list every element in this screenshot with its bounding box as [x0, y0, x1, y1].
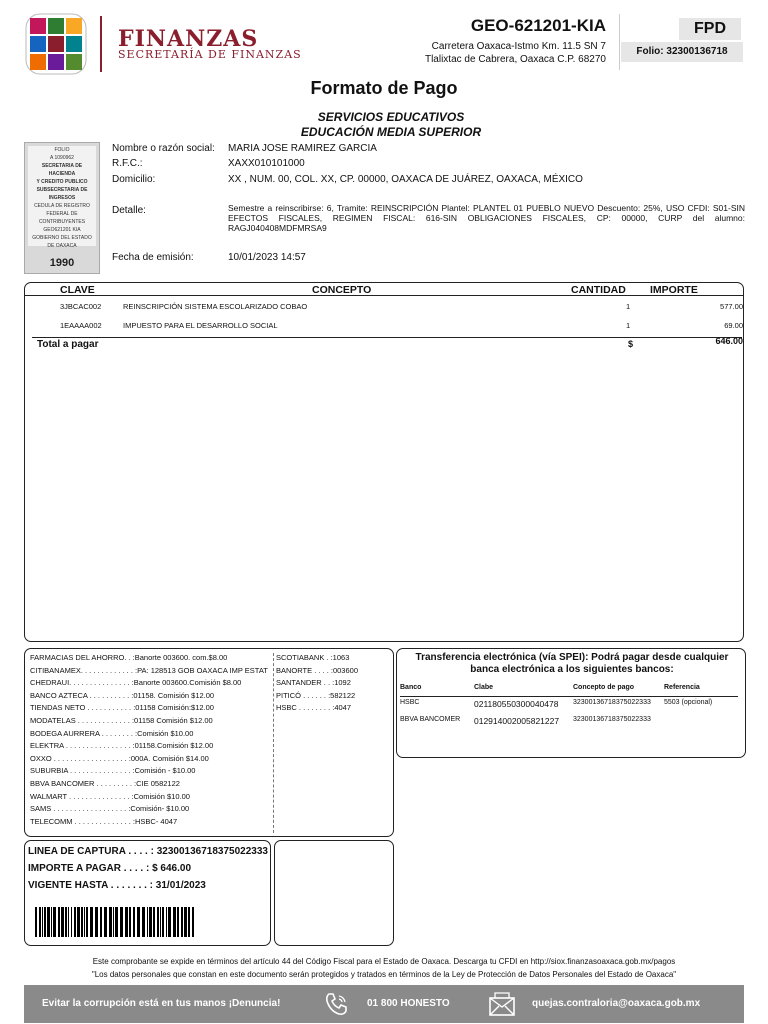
barcode-bar: [133, 907, 135, 937]
bank-row: SANTANDER . . :1092: [276, 678, 351, 688]
address-label: Domicilio:: [112, 174, 156, 185]
spei-header-rule: [400, 696, 738, 697]
store-row: TELECOMM . . . . . . . . . . . . . . :HSBC- 4047: [30, 816, 178, 826]
stamp-line: CEDULA DE REGISTRO: [34, 203, 90, 209]
barcode-bar: [120, 907, 123, 937]
barcode-bar: [61, 907, 64, 937]
barcode-bar: [58, 907, 60, 937]
barcode-image: [35, 907, 195, 937]
stamp-line: SUBSECRETARIA DE INGRESOS: [36, 187, 88, 201]
barcode-bar: [115, 907, 118, 937]
spei-title: Transferencia electrónica (vía SPEI): Podrá pagar desde cualquier banca electrónica a los siguientes bancos:: [415, 652, 729, 675]
detail-label: Detalle:: [112, 205, 146, 216]
store-row: BANCO AZTECA . . . . . . . . . . :01158. Comisión $12.00: [30, 690, 215, 700]
total-rule: [32, 337, 742, 338]
barcode-bar: [173, 907, 176, 937]
doc-type-badge: FPD: [679, 18, 741, 40]
rfc-stamp-image: [24, 142, 100, 274]
store-row: SAMS . . . . . . . . . . . . . . . . . . :Comisión- $10.00: [30, 804, 190, 814]
page-title: Formato de Pago: [310, 78, 458, 98]
barcode-bar: [47, 907, 50, 937]
blank-box: [274, 840, 394, 946]
row2-importe: 69.00: [724, 321, 743, 330]
capture-line: LINEA DE CAPTURA . . . . : 32300136718375022333: [28, 846, 268, 857]
spei-col-clabe: Clabe: [474, 684, 494, 691]
barcode-bar: [181, 907, 183, 937]
total-value: 646.00: [715, 336, 743, 346]
amount-to-pay: IMPORTE A PAGAR . . . . : $ 646.00: [28, 863, 192, 874]
barcode-bar: [157, 907, 159, 937]
row2-concepto: IMPUESTO PARA EL DESARROLLO SOCIAL: [123, 321, 278, 330]
col-cantidad: CANTIDAD: [571, 284, 626, 296]
row1-importe: 577.00: [720, 302, 743, 311]
stamp-line: GOBIERNO DEL ESTADO: [32, 235, 92, 241]
brand-subtitle: SECRETARÍA DE FINANZAS: [118, 48, 302, 61]
bank-row: PITICÓ . . . . . . :582122: [276, 690, 356, 700]
footer-email[interactable]: quejas.contraloria@oaxaca.gob.mx: [532, 998, 701, 1009]
barcode-bar: [35, 907, 37, 937]
store-row: BODEGA AURRERA . . . . . . . . :Comisión $10.00: [30, 728, 194, 738]
barcode-bar: [160, 907, 161, 937]
barcode-bar: [137, 907, 140, 937]
row2-clave: 1EAAAA002: [60, 321, 102, 330]
stamp-line: SECRETARIA DE HACIENDA: [41, 163, 83, 177]
store-row: CHEDRAUI. . . . . . . . . . . . . . . :Banorte 003600.Comisión $8.00: [30, 678, 242, 688]
rfc-value: XAXX010101000: [228, 158, 305, 169]
footer-phone[interactable]: 01 800 HONESTO: [367, 998, 450, 1009]
barcode-bar: [86, 907, 88, 937]
name-label: Nombre o razón social:: [112, 143, 215, 154]
col-clave: CLAVE: [60, 284, 95, 296]
store-row: ELEKTRA . . . . . . . . . . . . . . . . :01158.Comisión $12.00: [30, 741, 214, 751]
row1-cantidad: 1: [626, 302, 631, 311]
spei-col-referencia: Referencia: [664, 684, 700, 691]
col-importe: IMPORTE: [650, 284, 698, 296]
barcode-bar: [44, 907, 46, 937]
bank-row: HSBC . . . . . . . . :4047: [276, 703, 352, 713]
total-currency: $: [628, 339, 634, 349]
stamp-line: Y CREDITO PUBLICO: [36, 179, 88, 185]
total-label: Total a pagar: [37, 339, 99, 350]
stamp-line: FOLIO: [54, 147, 70, 153]
spei-row2-concepto: 32300136718375022333: [573, 716, 651, 723]
spei-row1-banco: HSBC: [400, 699, 420, 706]
store-row: MODATELAS . . . . . . . . . . . . . :01158 Comisión $12.00: [30, 716, 213, 725]
bank-row: BANORTE . . . . :003600: [276, 665, 358, 675]
barcode-bar: [153, 907, 155, 937]
store-row: TIENDAS NETO . . . . . . . . . . . :01158 Comisión:$12.00: [30, 703, 214, 713]
table-header-rule: [24, 295, 744, 296]
barcode-bar: [39, 907, 41, 937]
spei-row1-referencia: 5503 (opcional): [664, 699, 713, 706]
barcode-bar: [51, 907, 52, 937]
col-concepto: CONCEPTO: [312, 284, 372, 296]
barcode-bar: [104, 907, 107, 937]
brand-title: FINANZAS: [118, 26, 259, 52]
capture-line-box: [24, 840, 271, 946]
rfc-label: R.F.C.:: [112, 158, 143, 169]
barcode-bar: [125, 907, 128, 937]
barcode-bar: [65, 907, 67, 937]
stores-divider: [273, 653, 274, 833]
barcode-bar: [192, 907, 194, 937]
barcode-bar: [42, 907, 43, 937]
row1-concepto: REINSCRIPCIÓN SISTEMA ESCOLARIZADO COBAO: [123, 302, 308, 311]
subtitle-service: SERVICIOS EDUCATIVOS: [317, 110, 465, 124]
store-row: WALMART . . . . . . . . . . . . . . . :Comisión $10.00: [30, 791, 190, 801]
barcode-bar: [53, 907, 56, 937]
payment-points-box: [24, 648, 394, 837]
valid-until: VIGENTE HASTA . . . . . . . : 31/01/2023: [28, 880, 206, 891]
spei-row1-clabe: 021180550300040478: [474, 699, 559, 709]
barcode-bar: [147, 907, 148, 937]
barcode-bar: [184, 907, 187, 937]
envelope-icon: [487, 990, 517, 1018]
barcode-bar: [162, 907, 164, 937]
store-row: BBVA BANCOMER . . . . . . . . . :CIE 0582122: [30, 779, 180, 788]
spei-row2-clabe: 012914002005821227: [474, 716, 560, 726]
barcode-bar: [68, 907, 69, 937]
spei-row2-banco: BBVA BANCOMER: [400, 716, 461, 723]
detail-value: Semestre a reinscribirse: 6, Tramite: REINSCRIPCIÓN Plantel: PLANTEL 01 PUEBLO NUEVO Descuento: 25%, USO CFDI: S01-SIN EFECTOS FISCALES, REGIMEN FISCAL: 616-SIN OBLIGACIONES FISCALES, CP: 00000, CURP del alumno: RAGJ040408MDFMRSA9: [228, 203, 745, 233]
row1-clave: 3JBCAC002: [60, 302, 102, 311]
spei-col-concepto: Concepto de pago: [573, 684, 635, 691]
brand-divider: [100, 16, 102, 72]
name-value: MARIA JOSE RAMIREZ GARCIA: [228, 143, 377, 154]
legal-note: Este comprobante se expide en términos del artículo 44 del Código Fiscal para el Estado de Oaxaca. Descarga tu CFDI en http://siox.finanzasoaxaca.gob.mx/pagos: [92, 957, 676, 966]
privacy-note: "Los datos personales que constan en este documento serán protegidos y tratados en términos de la Ley de Protección de Datos Personales del Estado de Oaxaca": [91, 970, 677, 979]
footer-slogan: Evitar la corrupción está en tus manos ¡Denuncia!: [42, 998, 281, 1009]
phone-icon: [322, 990, 350, 1018]
barcode-bar: [90, 907, 93, 937]
spei-row1-concepto: 32300136718375022333: [573, 699, 651, 706]
finanzas-logo: [24, 12, 88, 76]
subtitle-level: EDUCACIÓN MEDIA SUPERIOR: [300, 125, 482, 139]
store-row: CITIBANAMEX. . . . . . . . . . . . . :PA: 128513 GOB OAXACA IMP ESTAT: [30, 665, 268, 675]
office-code: GEO-621201-KIA: [470, 16, 606, 35]
barcode-bar: [84, 907, 85, 937]
barcode-bar: [81, 907, 83, 937]
barcode-bar: [142, 907, 145, 937]
barcode-bar: [129, 907, 131, 937]
barcode-bar: [100, 907, 102, 937]
store-row: OXXO . . . . . . . . . . . . . . . . . . :000A. Comisión $14.00: [30, 753, 209, 763]
bank-row: SCOTIABANK . :1063: [276, 653, 350, 662]
store-row: FARMACIAS DEL AHORRO. . :Banorte 003600. com.$8.00: [30, 653, 228, 662]
barcode-bar: [166, 907, 167, 937]
footer-bar: [24, 985, 744, 1023]
barcode-bar: [95, 907, 98, 937]
folio-badge: Folio: 32300136718: [621, 42, 743, 62]
barcode-bar: [77, 907, 80, 937]
spei-box: [396, 648, 746, 758]
stamp-line: GEO621201 KIA: [43, 227, 81, 233]
barcode-bar: [168, 907, 171, 937]
barcode-bar: [113, 907, 114, 937]
barcode-bar: [149, 907, 152, 937]
barcode-bar: [177, 907, 179, 937]
barcode-bar: [109, 907, 112, 937]
spei-col-banco: Banco: [400, 684, 422, 691]
barcode-bar: [71, 907, 72, 937]
stamp-line: A 1090962: [50, 155, 74, 161]
date-label: Fecha de emisión:: [112, 252, 194, 263]
stamp-line: FEDERAL DE CONTRIBUYENTES: [38, 211, 86, 225]
date-value: 10/01/2023 14:57: [228, 252, 306, 263]
concepts-table: [24, 282, 744, 642]
office-address: Carretera Oaxaca-Istmo Km. 11.5 SN 7 Tlalixtac de Cabrera, Oaxaca C.P. 68270: [424, 41, 606, 65]
barcode-bar: [74, 907, 76, 937]
stamp-line: DE OAXACA: [47, 243, 77, 249]
stamp-year: 1990: [49, 257, 75, 269]
row2-cantidad: 1: [626, 321, 631, 330]
address-value: XX , NUM. 00, COL. XX, CP. 00000, OAXACA DE JUÁREZ, OAXACA, MÉXICO: [228, 174, 583, 185]
store-row: SUBURBIA . . . . . . . . . . . . . . . :Comisión - $10.00: [30, 766, 196, 776]
header-separator: [619, 14, 620, 70]
barcode-bar: [188, 907, 190, 937]
